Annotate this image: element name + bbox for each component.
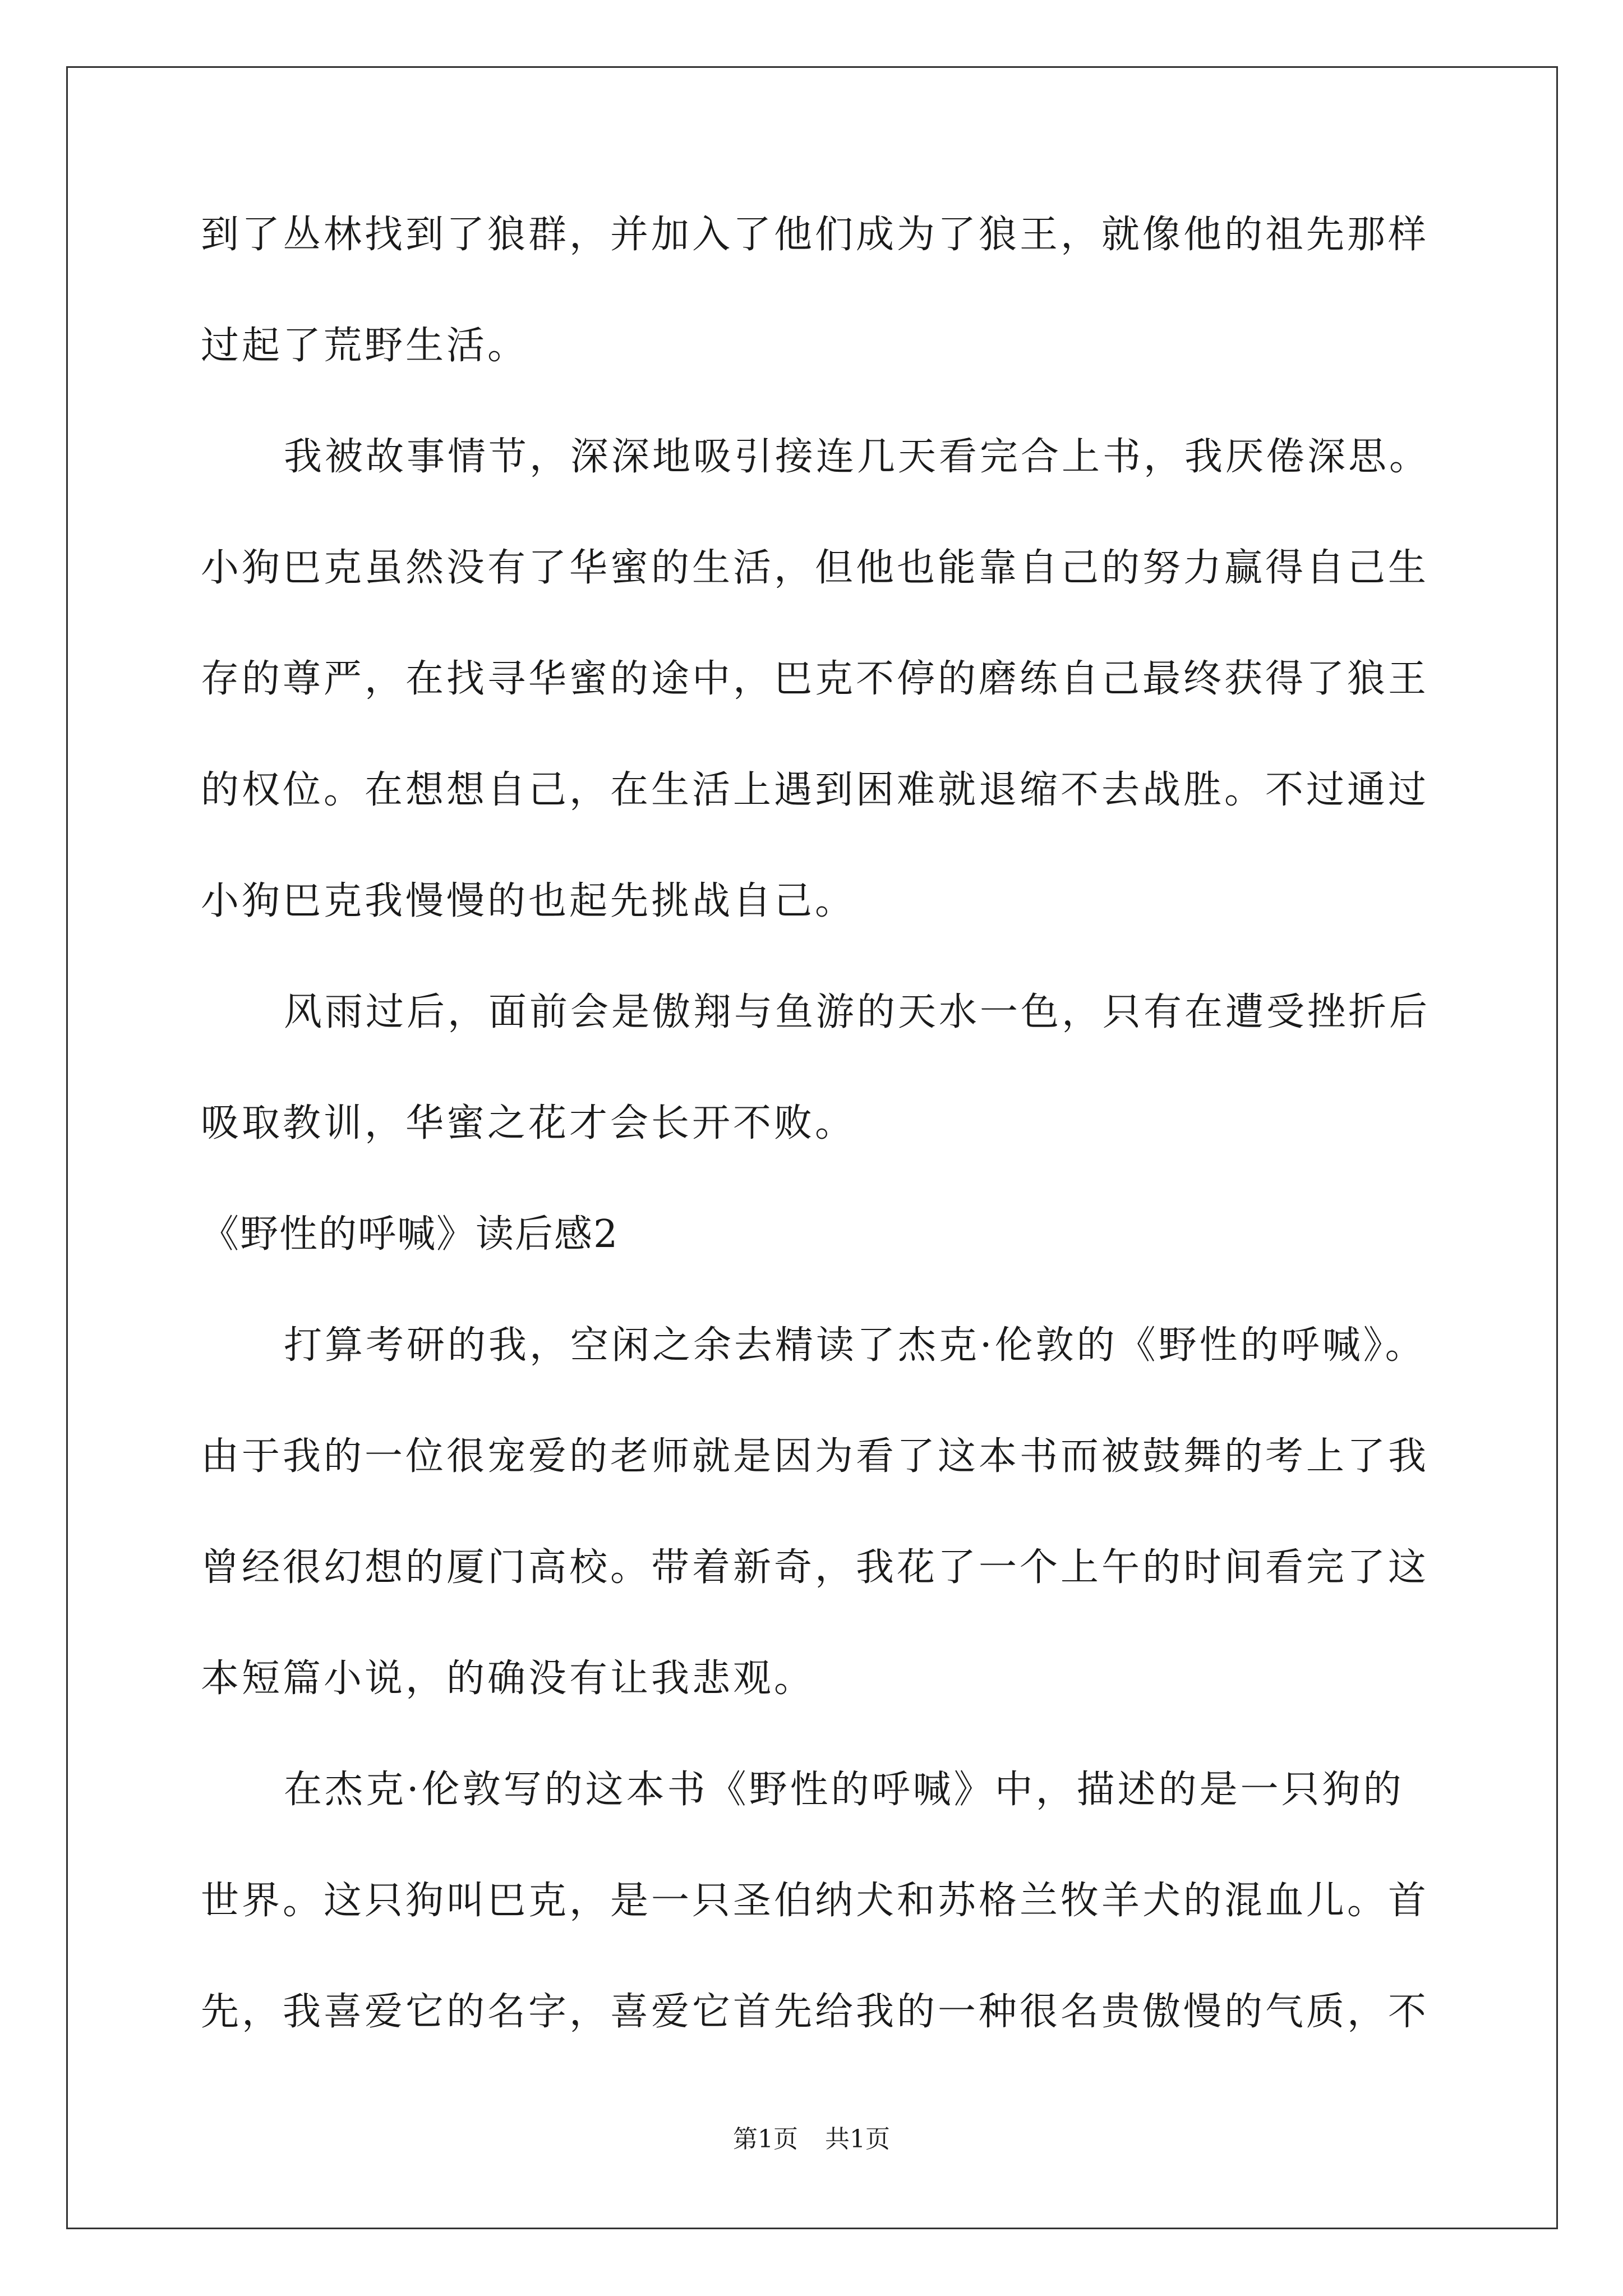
text-line: 小狗巴克虽然没有了华蜜的生活，但他也能靠自己的努力赢得自己生 [201, 546, 1430, 590]
text-line: 吸取教训，华蜜之花才会长开不败。 [201, 1101, 856, 1145]
page-footer [0, 2127, 1623, 2152]
text-line: 本短篇小说，的确没有让我悲观。 [201, 1657, 815, 1701]
text-line: 曾经很幻想的厦门高校。带着新奇，我花了一个上午的时间看完了这 [201, 1545, 1430, 1590]
text-line: 打算考研的我，空闲之余去精读了杰克·伦敦的《野性的呼喊》。 [284, 1323, 1426, 1368]
text-line: 先，我喜爱它的名字，喜爱它首先给我的一种很名贵傲慢的气质，不 [201, 1990, 1430, 2034]
section-title: 《野性的呼喊》读后感2 [201, 1212, 619, 1257]
text-line: 风雨过后，面前会是傲翔与鱼游的天水一色，只有在遭受挫折后 [284, 990, 1431, 1034]
text-line: 世界。这只狗叫巴克，是一只圣伯纳犬和苏格兰牧羊犬的混血儿。首 [201, 1879, 1430, 1923]
text-line: 我被故事情节，深深地吸引接连几天看完合上书，我厌倦深思。 [284, 435, 1431, 479]
text-line: 的权位。在想想自己，在生活上遇到困难就退缩不去战胜。不过通过 [201, 768, 1430, 812]
text-line: 存的尊严，在找寻华蜜的途中，巴克不停的磨练自己最终获得了狼王 [201, 657, 1430, 701]
text-line: 到了丛林找到了狼群，并加入了他们成为了狼王，就像他的祖先那样 [201, 213, 1430, 257]
text-line: 在杰克·伦敦写的这本书《野性的呼喊》中，描述的是一只狗的 [284, 1768, 1404, 1812]
text-line: 小狗巴克我慢慢的也起先挑战自己。 [201, 879, 856, 923]
document-body [201, 213, 1435, 2104]
page-total: 共1页 [825, 2125, 890, 2154]
text-line: 由于我的一位很宠爱的老师就是因为看了这本书而被鼓舞的考上了我 [201, 1434, 1430, 1479]
text-line: 过起了荒野生活。 [201, 324, 529, 368]
page-number: 第1页 [733, 2125, 798, 2154]
